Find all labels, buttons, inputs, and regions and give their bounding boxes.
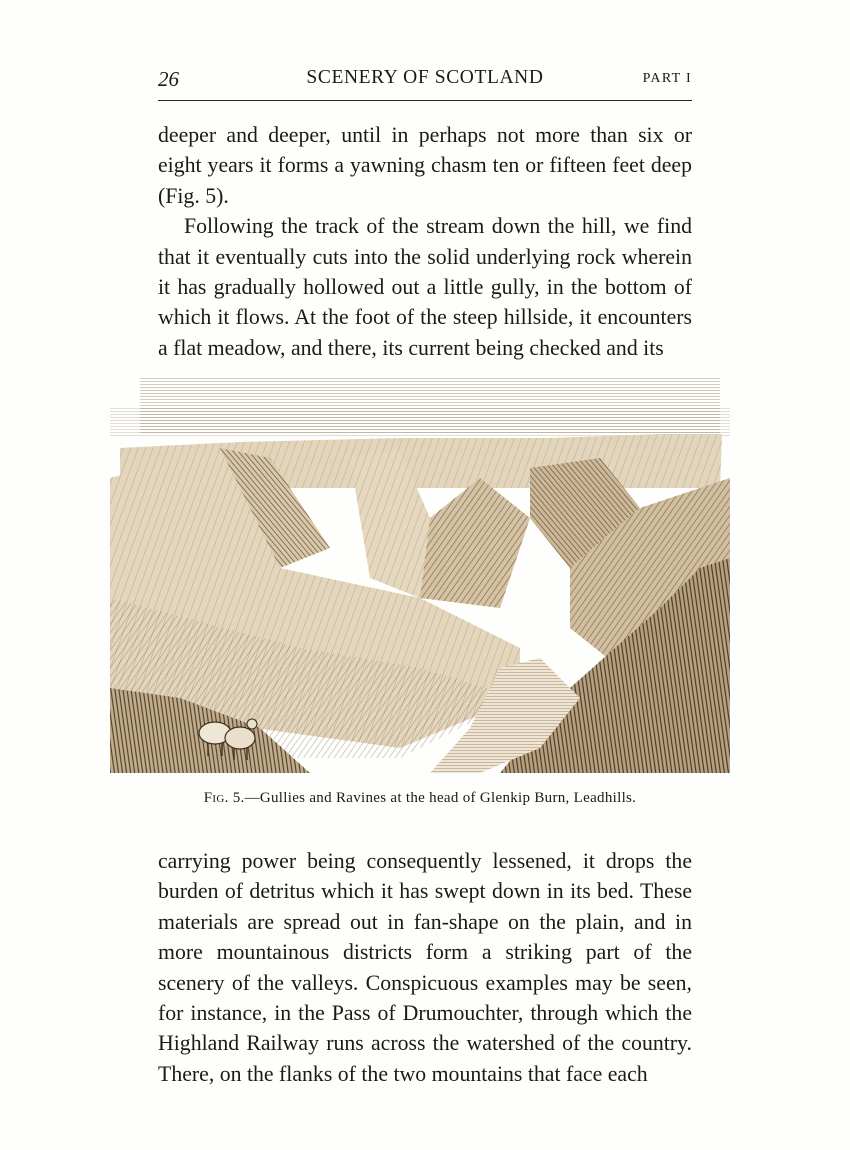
- paragraph: Following the track of the stream down the hill, we find that it eventually cuts into the solid underlying rock wherein it has gradually hollowed out a little gully, in the bottom of which it flows. At the foot of the steep hillside, it encounters a flat meadow, and there, its current being checked and its: [158, 214, 692, 360]
- paragraph-continued: carrying power being consequently lessened, it drops the burden of detritus which it has swept down in its bed. These materials are spread out in fan-shape on the plain, and in more mountainous districts form a striking part of the scenery of the valleys. Conspicuous examples may be seen, for instance, in the Pass of Drumouchter, through which the Highland Railway runs across the watershed of the country. There, on the flanks of the two mountains that face each: [158, 849, 692, 1086]
- figure-label: Fig. 5.: [203, 790, 245, 806]
- engraving-gullies-ravines: [100, 368, 740, 773]
- figure-illustration: [100, 368, 740, 773]
- header-rule: [158, 100, 692, 101]
- body-text-top: [158, 120, 692, 363]
- paragraph-continued: deeper and deeper, until in perhaps not more than six or eight years it forms a yawning chasm ten or fifteen feet deep (Fig. 5).: [158, 123, 692, 208]
- figure-caption-text: —Gullies and Ravines at the head of Glenkip Burn, Leadhills.: [244, 790, 637, 806]
- running-head: [158, 64, 692, 94]
- figure-caption: [100, 790, 740, 807]
- body-text-bottom: [158, 846, 692, 1089]
- running-title: SCENERY OF SCOTLAND: [306, 67, 544, 88]
- sky-haze: [110, 408, 730, 438]
- part-label: PART I: [642, 71, 692, 86]
- page-number: 26: [158, 67, 179, 91]
